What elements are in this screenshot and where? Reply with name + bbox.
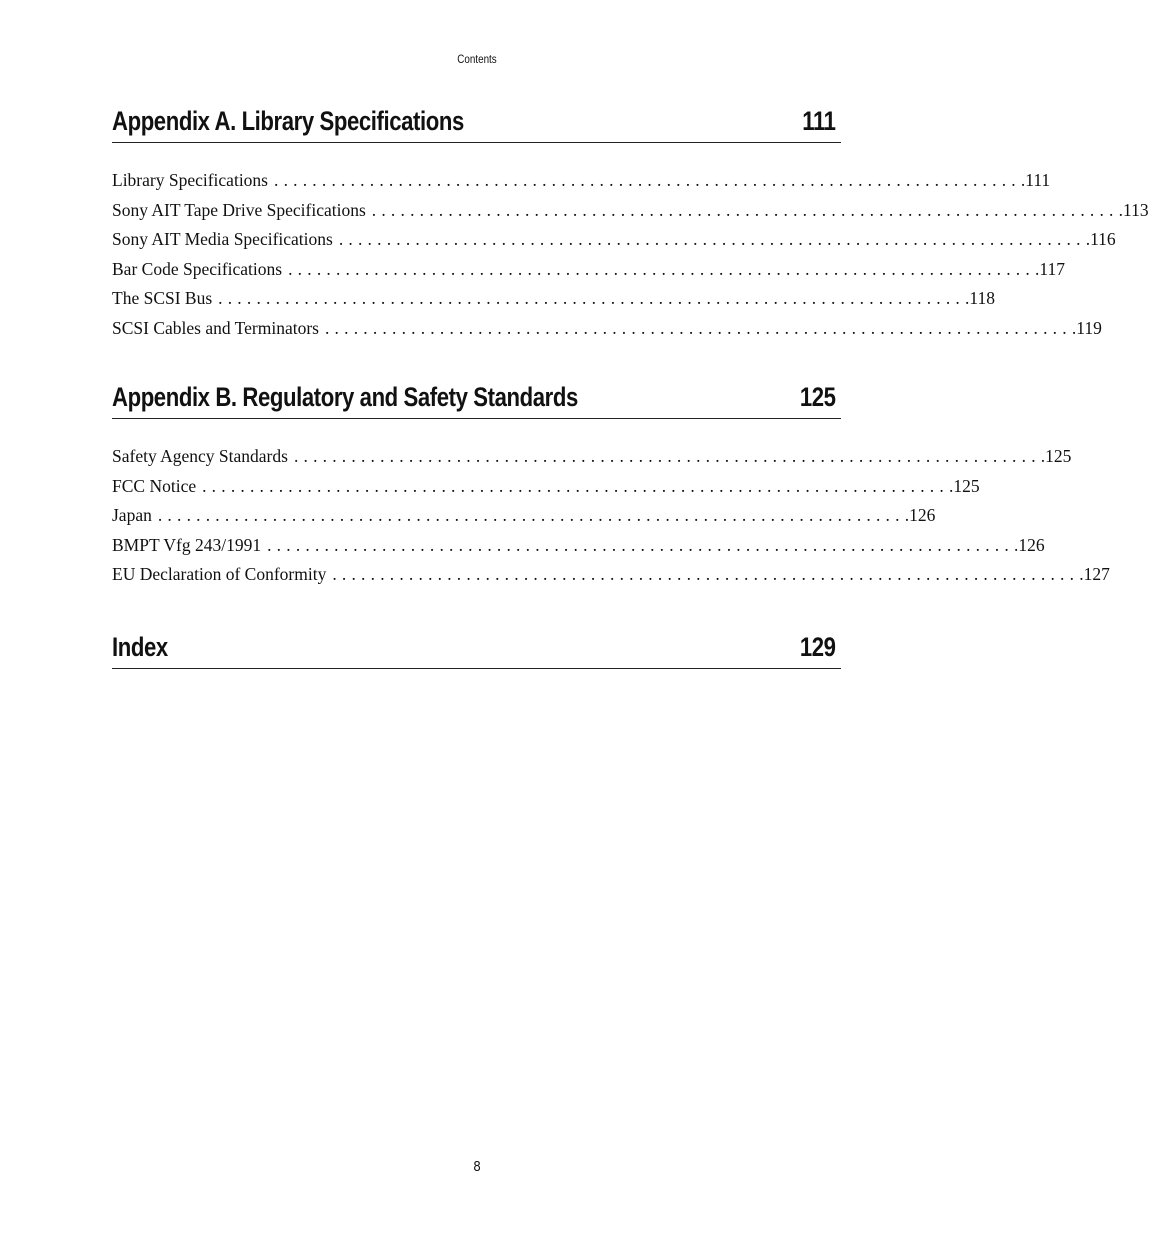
dot-leader: .............................................................................. <box>332 564 1080 585</box>
dot-leader: .............................................................................. <box>371 199 1119 220</box>
toc-entry-label: The SCSI Bus <box>112 288 213 309</box>
toc-entry-list <box>112 446 1110 594</box>
dot-leader: .............................................................................. <box>267 534 1014 555</box>
toc-section-appendix-a <box>112 102 1149 348</box>
section-heading <box>112 102 841 143</box>
toc-entry-page: .125 <box>1040 446 1072 466</box>
section-title[interactable]: Appendix A. Library Specifications <box>112 106 464 136</box>
toc-entry-page: .116 <box>1085 229 1116 250</box>
toc-entry[interactable] <box>112 446 1072 476</box>
dot-leader: .............................................................................. <box>274 170 1021 190</box>
toc-entry-page: .126 <box>1013 534 1045 555</box>
toc-entry-page: .118 <box>965 288 995 309</box>
toc-entry-label: Sony AIT Tape Drive Specifications <box>112 199 366 220</box>
dot-leader: .............................................................................. <box>324 317 1072 338</box>
section-heading <box>112 378 841 419</box>
dot-leader: .............................................................................. <box>338 229 1086 250</box>
toc-entry[interactable] <box>112 229 1116 259</box>
toc-entry-label: Sony AIT Media Specifications <box>112 229 333 250</box>
toc-entry[interactable] <box>112 317 1102 348</box>
toc-entry[interactable] <box>112 534 1045 565</box>
toc-entry[interactable] <box>112 475 980 506</box>
dot-leader: .............................................................................. <box>202 475 949 496</box>
toc-entry-label: Bar Code Specifications <box>112 258 283 279</box>
toc-entry-page: .117 <box>1034 258 1065 279</box>
toc-section-appendix-b <box>112 378 1110 594</box>
toc-entry-page: .127 <box>1079 564 1110 585</box>
toc-entry[interactable] <box>112 288 995 318</box>
toc-entry[interactable] <box>112 564 1110 594</box>
toc-entry-label: Library Specifications <box>112 170 268 190</box>
toc-entry[interactable] <box>112 258 1065 289</box>
toc-entry-page: .119 <box>1071 317 1102 338</box>
section-title[interactable]: Appendix B. Regulatory and Safety Standards <box>112 382 578 412</box>
toc-entry[interactable] <box>112 170 1051 200</box>
dot-leader: .............................................................................. <box>288 258 1035 279</box>
toc-entry-label: FCC Notice <box>112 475 197 496</box>
toc-section-index <box>112 628 841 669</box>
toc-entry-page: .111 <box>1020 170 1051 190</box>
toc-entry-page: .113 <box>1118 199 1149 220</box>
toc-entry-page: .125 <box>948 475 980 496</box>
toc-entry-label: Japan <box>112 505 152 526</box>
toc-entry[interactable] <box>112 199 1149 230</box>
toc-entry[interactable] <box>112 505 936 535</box>
section-page-number[interactable]: 111 <box>802 106 836 136</box>
toc-entry-label: EU Declaration of Conformity <box>112 564 327 585</box>
dot-leader: .............................................................................. <box>218 288 966 309</box>
page-number: 8 <box>473 1158 481 1175</box>
section-page-number[interactable]: 129 <box>800 632 836 662</box>
section-title[interactable]: Index <box>112 632 168 662</box>
running-header: Contents <box>457 52 497 66</box>
toc-entry-page: .126 <box>904 505 936 526</box>
section-heading <box>112 628 841 669</box>
toc-entry-label: SCSI Cables and Terminators <box>112 317 319 338</box>
dot-leader: .............................................................................. <box>157 505 905 526</box>
toc-entry-label: Safety Agency Standards <box>112 446 288 466</box>
toc-entry-label: BMPT Vfg 243/1991 <box>112 534 262 555</box>
dot-leader: .............................................................................. <box>293 446 1041 466</box>
section-page-number[interactable]: 125 <box>800 382 836 412</box>
toc-entry-list <box>112 170 1149 348</box>
